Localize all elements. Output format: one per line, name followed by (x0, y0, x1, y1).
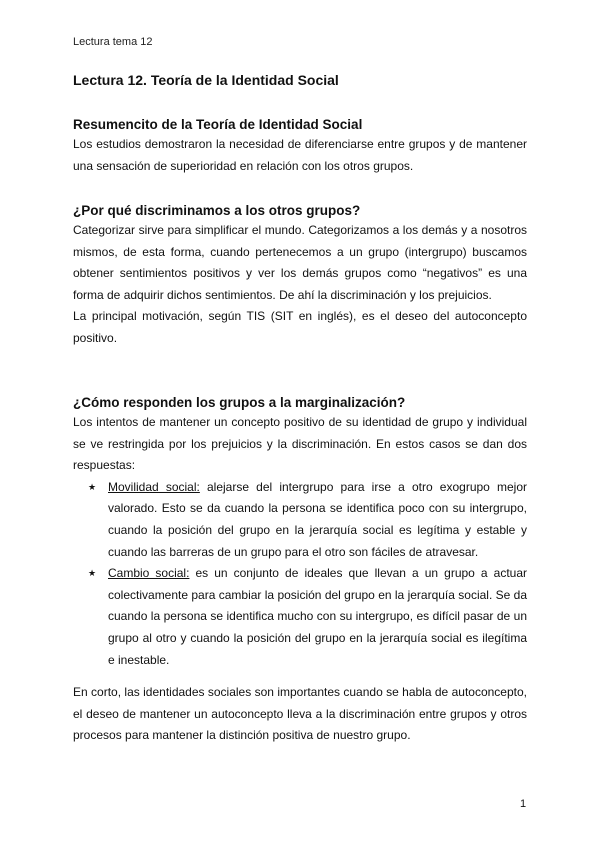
paragraph: Los intentos de mantener un concepto positivo de su identidad de grupo y individual se ve restringida por los prejuicios y la discriminación. En estos casos se dan dos respuestas: (73, 415, 527, 473)
section-heading: Resumencito de la Teoría de Identidad Social (73, 117, 363, 132)
list-item (73, 477, 527, 563)
section-heading: ¿Cómo responden los grupos a la marginalización? (73, 395, 406, 410)
term-description: es un conjunto de ideales que llevan a un grupo a actuar colectivamente para cambiar la posición del grupo en la jerarquía social. Se da cuando la persona se identifica mucho con su intergrupo, es difícil pasar de un grupo al otro y cuando la posición del grupo en la jerarquía social es ilegítima e inestable. (108, 566, 527, 667)
paragraph: Los estudios demostraron la necesidad de diferenciarse entre grupos y de mantener una sensación de superioridad en relación con los otros grupos. (73, 137, 527, 173)
page-number: 1 (520, 798, 527, 810)
conclusion-paragraph: En corto, las identidades sociales son importantes cuando se habla de autoconcepto, el deseo de mantener un autoconcepto lleva a la discriminación entre grupos y otros procesos para mantener la distinción positiva de nuestro grupo. (73, 685, 527, 743)
term-description: alejarse del intergrupo para irse a otro exogrupo mejor valorado. Esto se da cuando la persona se identifica poco con su intergrupo, cuando la posición del grupo en la jerarquía social es legítima y estable y cuando las barreras de un grupo para el otro son fáciles de atravesar. (108, 479, 527, 559)
star-bullet-icon: ★ (88, 481, 97, 492)
section-summary (73, 117, 527, 177)
paragraph: Categorizar sirve para simplificar el mundo. Categorizamos a los demás y a nosotros mismos, de esta forma, cuando pertenecemos a un grupo (intergrupo) buscamos obtener sentimientos positivos y ver los demás grupos como “negativos” es una forma de adquirir dichos sentimientos. De ahí la discriminación y los prejuicios. (73, 223, 527, 302)
star-bullet-icon: ★ (88, 568, 97, 579)
term-label: Cambio social: (108, 566, 190, 581)
section-why-discriminate (73, 203, 527, 350)
section-conclusion (73, 682, 527, 747)
list-item (73, 563, 527, 671)
paragraph: La principal motivación, según TIS (SIT en inglés), es el deseo del autoconcepto positivo. (73, 309, 527, 345)
response-list (73, 477, 527, 671)
section-marginalization (73, 395, 527, 671)
section-heading: ¿Por qué discriminamos a los otros grupos? (73, 203, 361, 218)
term-label: Movilidad social: (108, 479, 200, 494)
document-title: Lectura 12. Teoría de la Identidad Social (73, 72, 339, 88)
running-header: Lectura tema 12 (73, 36, 153, 48)
